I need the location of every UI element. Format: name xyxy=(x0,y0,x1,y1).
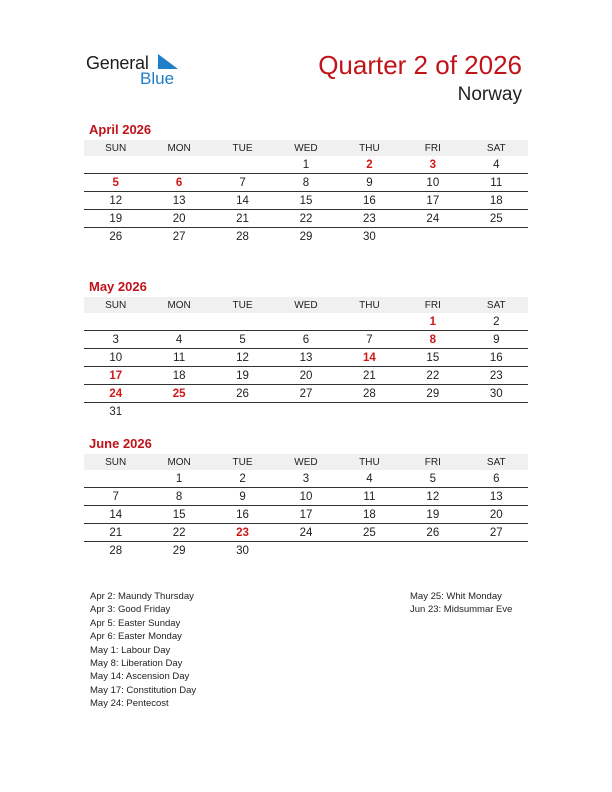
day-cell: 28 xyxy=(236,230,249,243)
day-cell: 8 xyxy=(274,174,337,192)
week-row xyxy=(84,156,528,174)
empty-day-cell xyxy=(401,228,464,246)
day-cell: 8 xyxy=(147,488,210,506)
day-cell: 16 xyxy=(338,192,401,210)
holiday-list-left xyxy=(90,590,196,711)
day-cell: 24 xyxy=(401,210,464,228)
day-cell: 20 xyxy=(465,506,528,524)
week-row xyxy=(84,403,528,421)
empty-day-cell xyxy=(401,403,464,421)
day-cell: 5 xyxy=(84,174,147,192)
weekday-header: SAT xyxy=(465,140,528,156)
day-cell: 21 xyxy=(338,367,401,385)
day-cell: 10 xyxy=(401,174,464,192)
day-cell: 11 xyxy=(147,349,210,367)
day-cell: 14 xyxy=(211,192,274,210)
weekday-header: SUN xyxy=(84,454,147,470)
day-cell: 25 xyxy=(465,210,528,228)
day-cell: 21 xyxy=(84,524,147,542)
weekday-header: WED xyxy=(274,297,337,313)
day-cell: 25 xyxy=(338,524,401,542)
week-row xyxy=(84,385,528,403)
weekday-header: TUE xyxy=(211,454,274,470)
day-cell: 22 xyxy=(401,367,464,385)
day-cell: 27 xyxy=(274,385,337,403)
weekday-header: THU xyxy=(338,140,401,156)
day-cell: 12 xyxy=(211,349,274,367)
day-cell: 12 xyxy=(401,488,464,506)
weekday-header: TUE xyxy=(211,297,274,313)
day-cell: 5 xyxy=(401,470,464,488)
month-title: June 2026 xyxy=(89,436,152,451)
day-cell: 28 xyxy=(338,385,401,403)
calendar-grid xyxy=(84,297,528,420)
logo xyxy=(86,50,186,90)
day-cell: 17 xyxy=(401,192,464,210)
empty-day-cell xyxy=(274,403,337,421)
day-cell: 25 xyxy=(147,385,210,403)
week-row xyxy=(84,210,528,228)
day-cell: 29 xyxy=(299,230,313,243)
empty-day-cell xyxy=(84,313,147,331)
day-cell: 16 xyxy=(211,506,274,524)
weekday-header: FRI xyxy=(401,454,464,470)
week-row xyxy=(84,488,528,506)
day-cell: 15 xyxy=(274,192,337,210)
holiday-entry: Apr 5: Easter Sunday xyxy=(90,617,181,629)
empty-day-cell xyxy=(84,156,147,174)
day-cell: 24 xyxy=(84,385,147,403)
day-cell: 20 xyxy=(274,367,337,385)
day-cell: 4 xyxy=(338,470,401,488)
weekday-header: WED xyxy=(274,140,337,156)
day-cell: 22 xyxy=(147,524,210,542)
day-cell: 3 xyxy=(84,331,147,349)
day-cell: 3 xyxy=(274,470,337,488)
holiday-list-right xyxy=(410,590,512,617)
empty-day-cell xyxy=(211,313,274,331)
day-cell: 3 xyxy=(401,156,464,174)
empty-day-cell xyxy=(338,313,401,331)
day-cell: 2 xyxy=(338,156,401,174)
week-row xyxy=(84,367,528,385)
month-title: April 2026 xyxy=(89,122,152,137)
day-cell: 7 xyxy=(84,488,147,506)
day-cell: 1 xyxy=(147,470,210,488)
day-cell: 13 xyxy=(274,349,337,367)
holiday-entry: May 17: Constitution Day xyxy=(90,684,197,696)
empty-day-cell xyxy=(147,313,210,331)
day-cell: 18 xyxy=(465,192,528,210)
day-cell: 9 xyxy=(211,488,274,506)
empty-day-cell xyxy=(401,542,464,560)
weekday-header: FRI xyxy=(401,140,464,156)
holiday-entry: Apr 3: Good Friday xyxy=(90,604,171,616)
day-cell: 2 xyxy=(211,470,274,488)
weekday-header: MON xyxy=(147,140,210,156)
day-cell: 10 xyxy=(274,488,337,506)
empty-day-cell xyxy=(274,542,337,560)
day-cell: 26 xyxy=(211,385,274,403)
empty-day-cell xyxy=(211,403,274,421)
week-row xyxy=(84,349,528,367)
empty-day-cell xyxy=(147,403,210,421)
day-cell: 1 xyxy=(274,156,337,174)
day-cell: 9 xyxy=(338,174,401,192)
week-row xyxy=(84,174,528,192)
day-cell: 23 xyxy=(338,210,401,228)
holiday-entry: May 14: Ascension Day xyxy=(90,671,190,683)
day-cell: 5 xyxy=(211,331,274,349)
day-cell: 19 xyxy=(84,210,147,228)
day-cell: 4 xyxy=(147,331,210,349)
week-row xyxy=(84,506,528,524)
weekday-header: THU xyxy=(338,454,401,470)
holiday-entry: May 24: Pentecost xyxy=(90,698,169,710)
day-cell: 24 xyxy=(274,524,337,542)
day-cell: 18 xyxy=(147,367,210,385)
empty-day-cell xyxy=(147,156,210,174)
logo-triangle-icon xyxy=(156,52,182,72)
weekday-header: MON xyxy=(147,454,210,470)
holiday-entry: May 25: Whit Monday xyxy=(410,591,502,602)
weekday-header: SUN xyxy=(84,297,147,313)
empty-day-cell xyxy=(274,313,337,331)
holiday-entry: Apr 6: Easter Monday xyxy=(90,631,182,643)
day-cell: 14 xyxy=(84,506,147,524)
day-cell: 15 xyxy=(401,349,464,367)
empty-day-cell xyxy=(338,542,401,560)
day-cell: 6 xyxy=(147,174,210,192)
day-cell: 4 xyxy=(465,156,528,174)
week-row xyxy=(84,470,528,488)
weekday-header: WED xyxy=(274,454,337,470)
empty-day-cell xyxy=(211,156,274,174)
country-name: Norway xyxy=(457,84,522,105)
holiday-entry: Apr 2: Maundy Thursday xyxy=(90,591,194,602)
day-cell: 15 xyxy=(147,506,210,524)
day-cell: 18 xyxy=(338,506,401,524)
day-cell: 30 xyxy=(465,385,528,403)
day-cell: 21 xyxy=(211,210,274,228)
day-cell: 6 xyxy=(274,331,337,349)
weekday-header: SUN xyxy=(84,140,147,156)
week-row xyxy=(84,313,528,331)
logo-text-blue: Blue xyxy=(140,69,175,88)
day-cell: 20 xyxy=(147,210,210,228)
month-april xyxy=(84,121,528,245)
day-cell: 28 xyxy=(109,544,123,557)
week-row xyxy=(84,228,528,246)
month-title: May 2026 xyxy=(89,279,147,294)
week-row xyxy=(84,331,528,349)
weekday-header: FRI xyxy=(401,297,464,313)
day-cell: 2 xyxy=(465,313,528,331)
day-cell: 27 xyxy=(465,524,528,542)
day-cell: 16 xyxy=(465,349,528,367)
day-cell: 17 xyxy=(84,367,147,385)
empty-day-cell xyxy=(338,403,401,421)
day-cell: 19 xyxy=(211,367,274,385)
day-cell: 23 xyxy=(211,524,274,542)
day-cell: 29 xyxy=(172,544,186,557)
day-cell: 27 xyxy=(172,230,186,243)
calendar-grid xyxy=(84,454,528,559)
day-cell: 14 xyxy=(338,349,401,367)
day-cell: 6 xyxy=(465,470,528,488)
empty-day-cell xyxy=(465,403,528,421)
day-cell: 26 xyxy=(401,524,464,542)
day-cell: 11 xyxy=(465,174,528,192)
day-cell: 26 xyxy=(109,230,123,243)
day-cell: 11 xyxy=(338,488,401,506)
day-cell: 13 xyxy=(465,488,528,506)
holiday-entry: May 8: Liberation Day xyxy=(90,658,183,670)
day-cell: 30 xyxy=(363,230,376,243)
holiday-entry: May 1: Labour Day xyxy=(90,644,171,656)
empty-day-cell xyxy=(465,542,528,560)
day-cell: 7 xyxy=(211,174,274,192)
month-june xyxy=(84,435,528,559)
empty-day-cell xyxy=(465,228,528,246)
weekday-header: SAT xyxy=(465,454,528,470)
weekday-header: TUE xyxy=(211,140,274,156)
weekday-header-row xyxy=(84,454,528,470)
weekday-header-row xyxy=(84,140,528,156)
day-cell: 13 xyxy=(147,192,210,210)
day-cell: 19 xyxy=(401,506,464,524)
day-cell: 17 xyxy=(274,506,337,524)
day-cell: 8 xyxy=(401,331,464,349)
week-row xyxy=(84,542,528,560)
day-cell: 31 xyxy=(109,405,123,418)
weekday-header: MON xyxy=(147,297,210,313)
week-row xyxy=(84,192,528,210)
day-cell: 9 xyxy=(465,331,528,349)
empty-day-cell xyxy=(84,470,147,488)
page-title: Quarter 2 of 2026 xyxy=(318,50,522,80)
weekday-header: THU xyxy=(338,297,401,313)
month-may xyxy=(84,278,528,420)
week-row xyxy=(84,524,528,542)
weekday-header-row xyxy=(84,297,528,313)
logo-text-general: General xyxy=(86,53,149,73)
day-cell: 22 xyxy=(274,210,337,228)
calendar-grid xyxy=(84,140,528,245)
day-cell: 30 xyxy=(236,544,249,557)
day-cell: 1 xyxy=(401,313,464,331)
day-cell: 23 xyxy=(465,367,528,385)
holiday-entry: Jun 23: Midsummar Eve xyxy=(410,604,513,616)
day-cell: 10 xyxy=(84,349,147,367)
day-cell: 7 xyxy=(338,331,401,349)
day-cell: 29 xyxy=(401,385,464,403)
weekday-header: SAT xyxy=(465,297,528,313)
day-cell: 12 xyxy=(84,192,147,210)
